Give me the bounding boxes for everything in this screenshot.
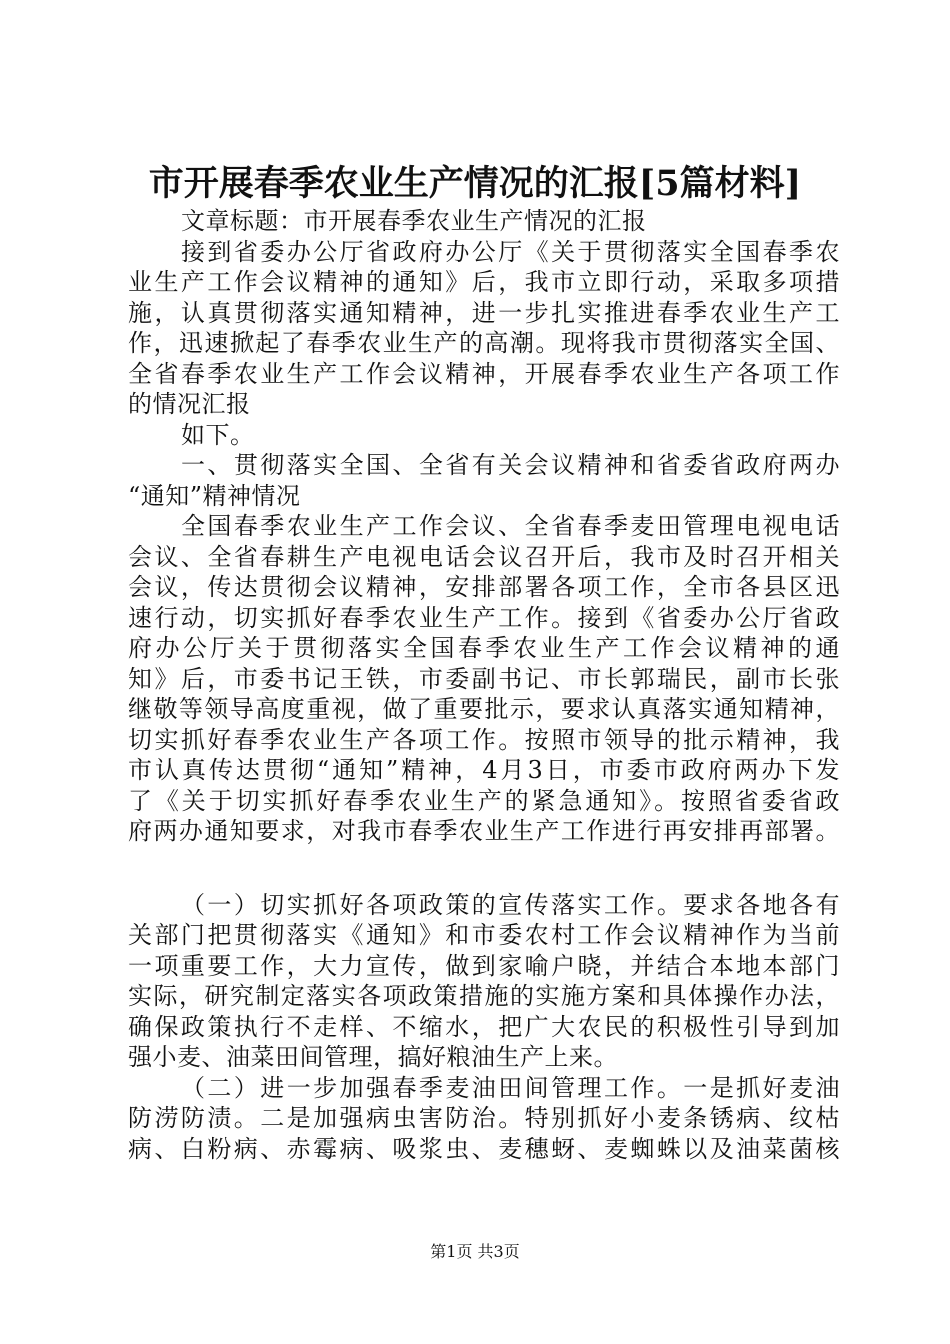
- paragraph-gap: [128, 847, 840, 890]
- paragraph-line: （二）进一步加强春季麦油田间管理工作。一是抓好麦油: [181, 1073, 840, 1102]
- paragraph-line: 病、白粉病、赤霉病、吸浆虫、麦穗蚜、麦蜘蛛以及油菜菌核: [128, 1134, 840, 1163]
- paragraph-line: 府办公厅关于贯彻落实全国春季农业生产工作会议精神的通: [128, 634, 840, 662]
- paragraph-line: 知》后，市委书记王铁，市委副书记、市长郭瑞民，副市长张: [128, 664, 840, 693]
- paragraph-line: 确保政策执行不走样、不缩水，把广大农民的积极性引导到加: [128, 1012, 840, 1041]
- paragraph-line: 作，迅速掀起了春季农业生产的高潮。现将我市贯彻落实全国、: [128, 329, 840, 357]
- paragraph-line: 府两办通知要求，对我市春季农业生产工作进行再安排再部署。: [128, 817, 840, 845]
- paragraph-line: 施，认真贯彻落实通知精神，进一步扎实推进春季农业生产工: [128, 298, 840, 327]
- paragraph-line: 会议，传达贯彻会议精神，安排部署各项工作，全市各县区迅: [128, 573, 840, 601]
- paragraph-line: 接到省委办公厅省政府办公厅《关于贯彻落实全国春季农: [181, 237, 840, 266]
- paragraph-line: 速行动，切实抓好春季农业生产工作。接到《省委办公厅省政: [128, 603, 840, 632]
- paragraph-line: 强小麦、油菜田间管理，搞好粮油生产上来。: [128, 1043, 618, 1071]
- document-title: 市开展春季农业生产情况的汇报[5篇材料]: [148, 163, 802, 204]
- paragraph-line: 实际，研究制定落实各项政策措施的实施方案和具体操作办法，: [128, 982, 840, 1010]
- article-title-line: 文章标题：市开展春季农业生产情况的汇报: [181, 207, 647, 235]
- paragraph-line: 全省春季农业生产工作会议精神，开展春季农业生产各项工作: [128, 359, 840, 388]
- paragraph-line: 继敬等领导高度重视，做了重要批示，要求认真落实通知精神，: [128, 695, 840, 723]
- paragraph-line: 防涝防渍。二是加强病虫害防治。特别抓好小麦条锈病、纹枯: [128, 1104, 840, 1132]
- paragraph-line: 如下。: [181, 420, 255, 449]
- paragraph-line: 全国春季农业生产工作会议、全省春季麦田管理电视电话: [181, 512, 840, 540]
- paragraph-line: 市认真传达贯彻“通知”精神，4月3日，市委市政府两办下发: [128, 756, 840, 784]
- document-body: [128, 206, 840, 1164]
- paragraph-line: 会议、全省春耕生产电视电话会议召开后，我市及时召开相关: [128, 542, 840, 571]
- section-heading-line: 一、贯彻落实全国、全省有关会议精神和省委省政府两办: [181, 451, 840, 479]
- paragraph-line: 一项重要工作，大力宣传，做到家喻户晓，并结合本地本部门: [128, 951, 840, 980]
- paragraph-line: 的情况汇报: [128, 390, 251, 418]
- section-heading-line: “通知”精神情况: [128, 481, 301, 510]
- paragraph-line: 切实抓好春季农业生产各项工作。按照市领导的批示精神，我: [128, 725, 840, 754]
- paragraph-line: （一）切实抓好各项政策的宣传落实工作。要求各地各有: [181, 890, 840, 919]
- page-footer: 第1页 共3页: [430, 1242, 520, 1261]
- paragraph-line: 业生产工作会议精神的通知》后，我市立即行动，采取多项措: [128, 268, 840, 296]
- paragraph-line: 了《关于切实抓好春季农业生产的紧急通知》。按照省委省政: [128, 786, 840, 815]
- paragraph-line: 关部门把贯彻落实《通知》和市委农村工作会议精神作为当前: [128, 921, 840, 949]
